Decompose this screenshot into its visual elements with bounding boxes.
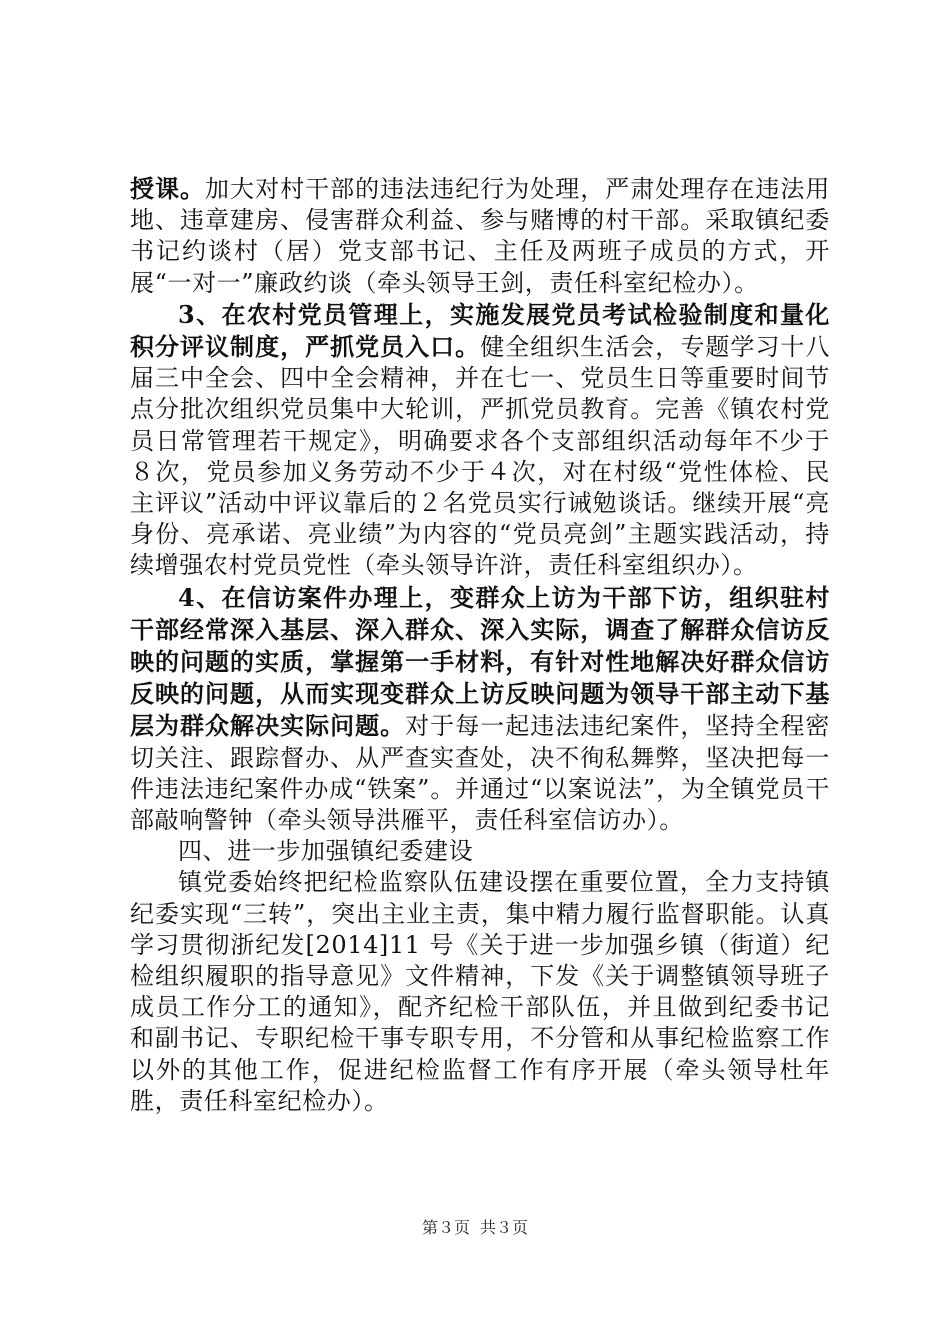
paragraph-lead: 3、在农村党员管理上，实施发展党员考试检验制度和量化积分评议制度，严抓党员入口。 <box>130 299 830 362</box>
page-total: 共３页 <box>480 1218 529 1237</box>
section-heading-text: 四、进一步加强镇纪委建设 <box>178 837 474 866</box>
page-number: 第３页 <box>421 1218 470 1237</box>
section-heading <box>130 836 830 867</box>
paragraph-petition-cases <box>130 582 830 837</box>
paragraph-discipline-commission <box>130 867 830 1117</box>
page-footer <box>0 1218 950 1238</box>
paragraph-text: 对于每一起违法违纪案件，坚持全程密切关注、跟踪督办、从严查实查处，决不徇私舞弊，坚决把每一件违法违纪案件办成“铁案”。并通过“以案说法”，为全镇党员干部敲响警钟（牵头领导洪雁平，责任科室信访办）。 <box>130 712 831 835</box>
paragraph-text: 加大对村干部的违法违纪行为处理，严肃处理存在违法用地、违章建房、侵害群众利益、参与赌博的村干部。采取镇纪委书记约谈村（居）党支部书记、主任及两班子成员的方式，开展“一对一”廉政约谈（牵头领导王剑，责任科室纪检办）。 <box>130 175 830 297</box>
document-body <box>130 173 830 1117</box>
paragraph-text: 健全组织生活会，专题学习十八届三中全会、四中全会精神，并在七一、党员生日等重要时间节点分批次组织党员集中大轮训，严抓党员教育。完善《镇农村党员日常管理若干规定》，明确要求各个支部组织活动每年不少于８次，党员参加义务劳动不少于４次，对在村级“党性体检、民主评议”活动中评议靠后的２名党员实行诫勉谈话。继续开展“亮身份、亮承诺、亮业绩”为内容的“党员亮剑”主题实践活动，持续增强农村党员党性（牵头领导许浒，责任科室组织办）。 <box>130 333 830 580</box>
paragraph-text: 镇党委始终把纪检监察队伍建设摆在重要位置，全力支持镇纪委实现“三转”，突出主业主责，集中精力履行监督职能。认真学习贯彻浙纪发[2014]11 号《关于进一步加强乡镇（街道）纪检组织履职的指导意见》文件精神，下发《关于调整镇领导班子成员工作分工的通知》，配齐纪检干部队伍，并且做到纪委书记和副书记、专职纪检干事专职专用，不分管和从事纪检监察工作以外的其他工作，促进纪检监督工作有序开展（牵头领导杜年胜，责任科室纪检办）。 <box>130 868 830 1115</box>
paragraph-lead: 4、在信访案件办理上，变群众上访为干部下访，组织驻村干部经常深入基层、深入群众、深入实际，调查了解群众信访反映的问题的实质，掌握第一手材料，有针对性地解决好群众信访反映的问题，从而实现变群众上访反映问题为领导干部主动下基层为群众解决实际问题。 <box>130 582 830 741</box>
paragraph-lead: 授课。 <box>130 174 206 203</box>
paragraph-party-member-management <box>130 299 830 582</box>
paragraph-continuation <box>130 173 830 299</box>
